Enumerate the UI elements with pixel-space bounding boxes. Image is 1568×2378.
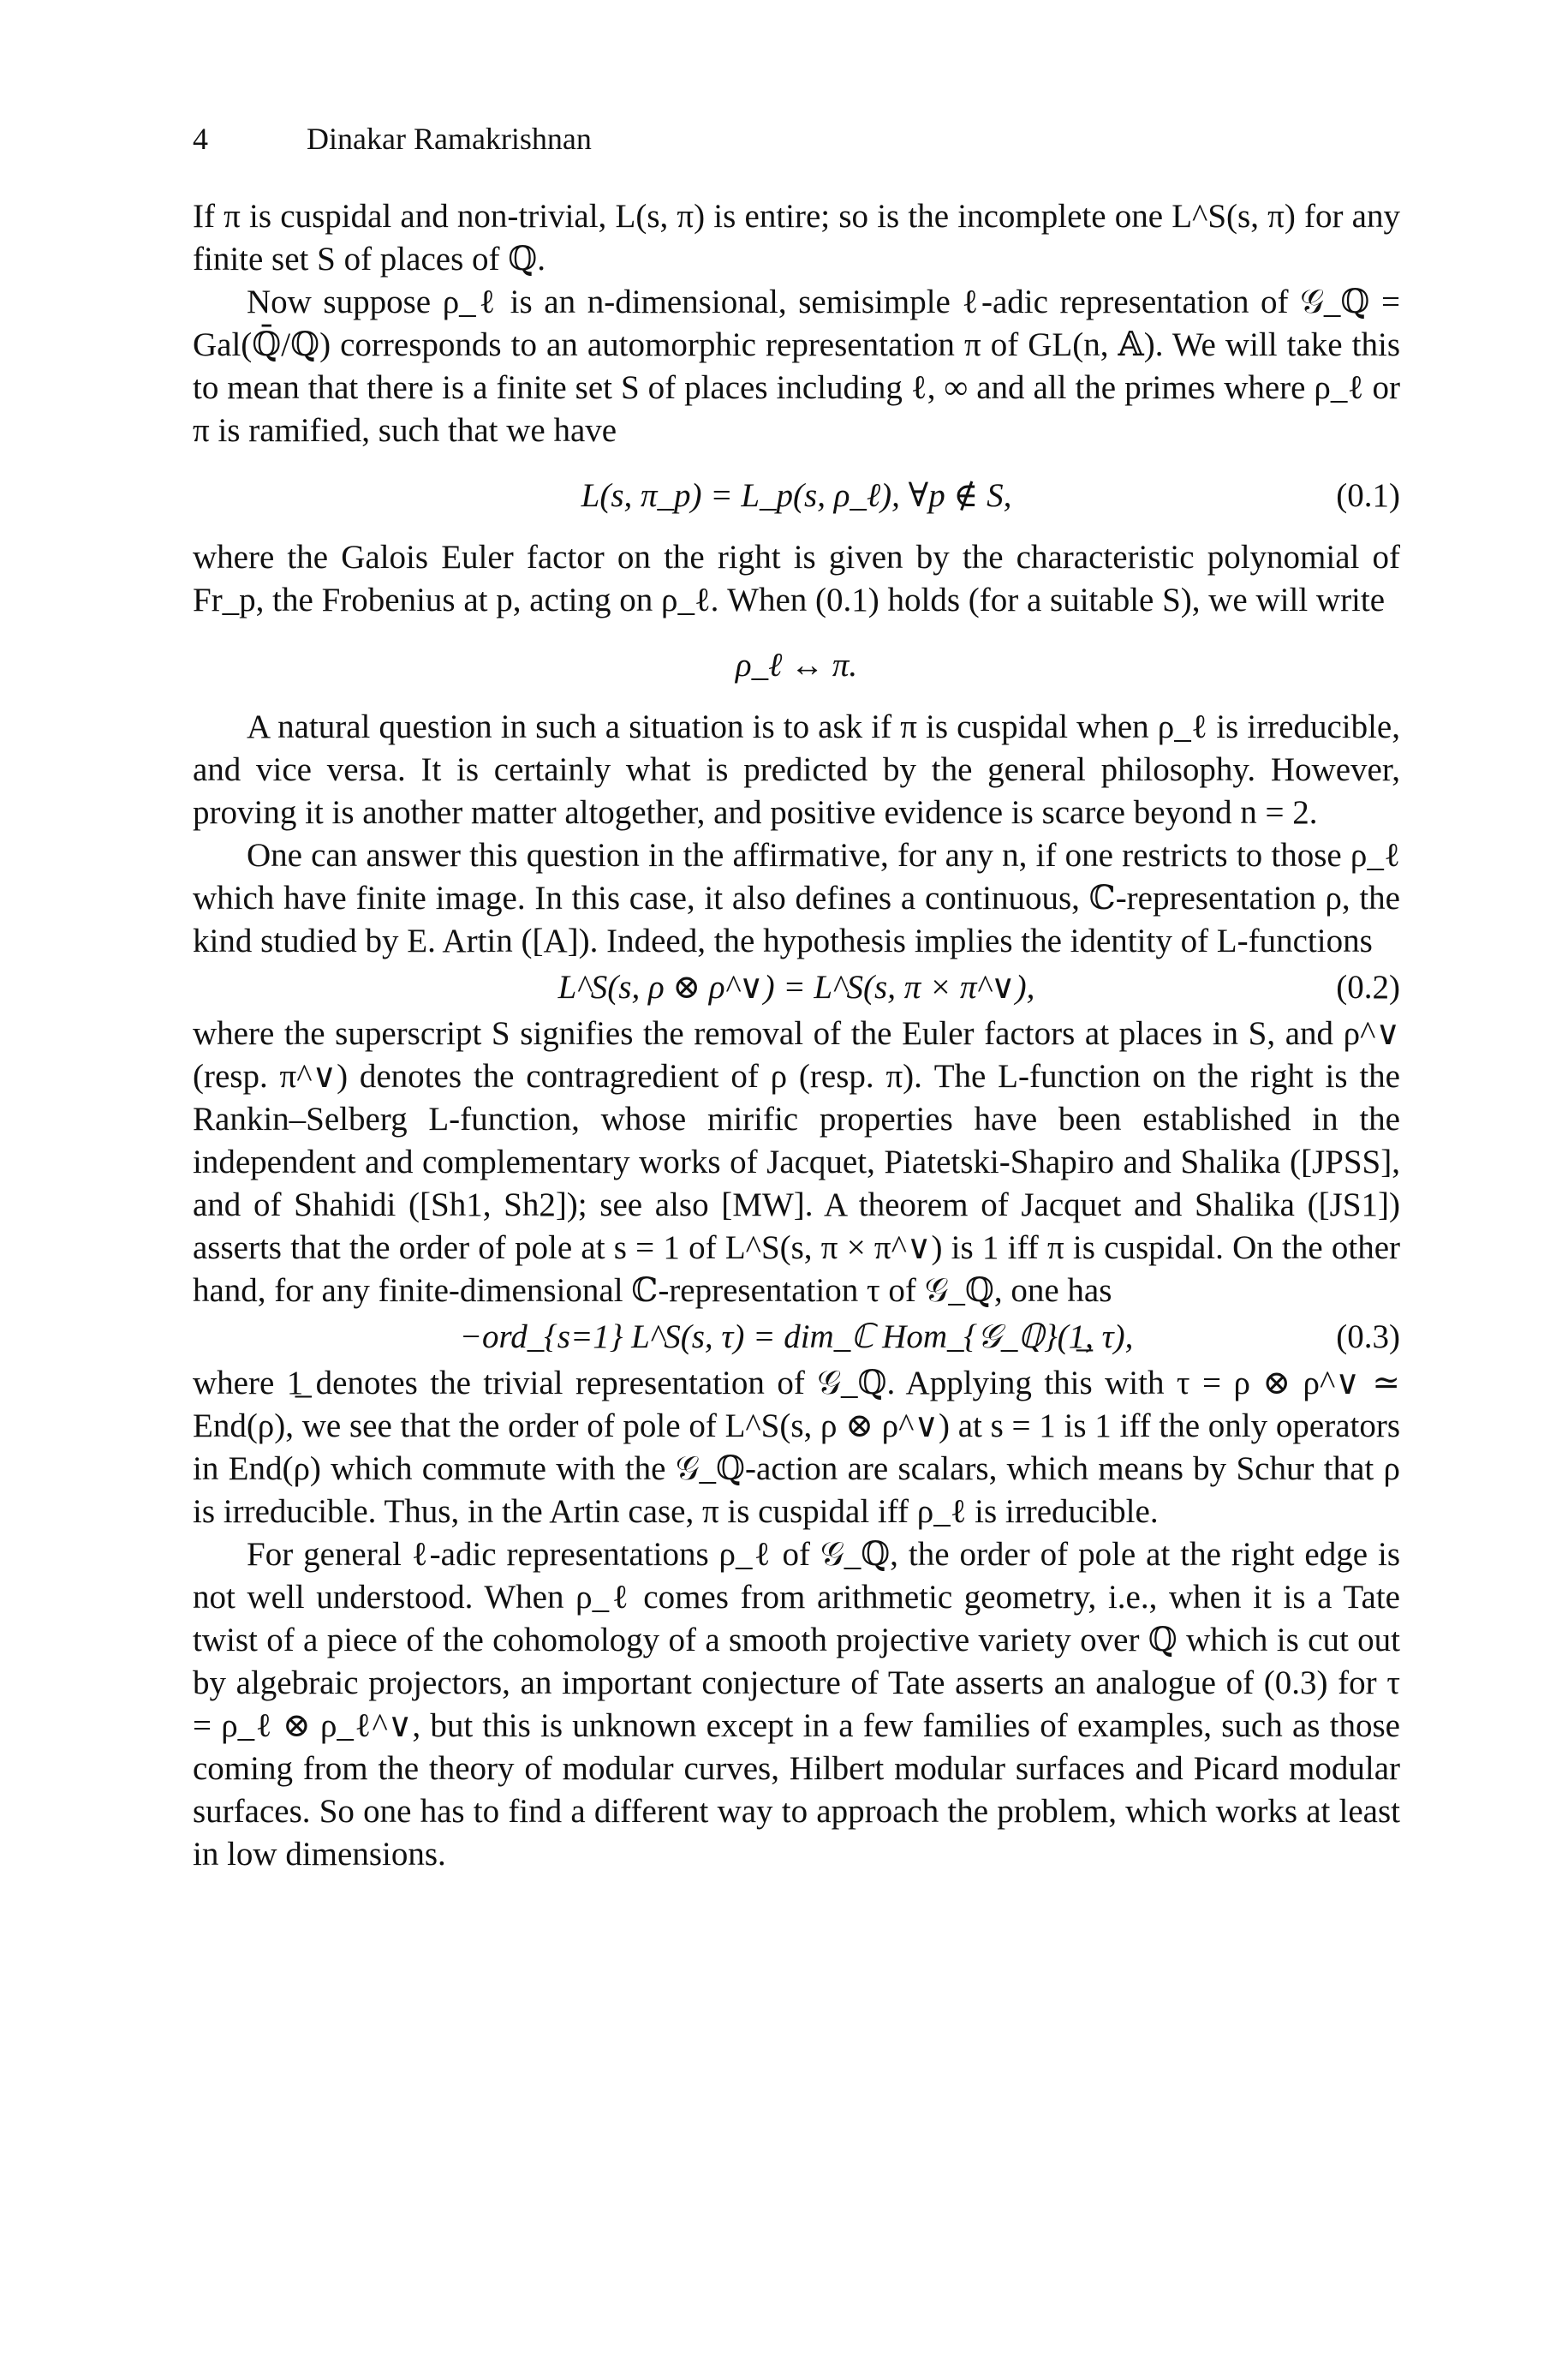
paragraph-1: If π is cuspidal and non-trivial, L(s, π) is entire; so is the incomplete one L^S(s, π) for any finite set S of places of ℚ. [193,198,1400,278]
paragraph-3: where the Galois Euler factor on the right is given by the characteristic polynomial of Fr_p, the Frobenius at p, acting on ρ_ℓ. When (0.1) holds (for a suitable S), we will write [193,539,1400,618]
equation-number: (0.2) [1336,969,1400,1006]
paragraph-5: One can answer this question in the affirmative, for any n, if one restricts to those ρ_ℓ which have finite image. In this case, it also defines a continuous, ℂ-representation ρ, the kind studied by E. Artin ([A]). Indeed, the hypothesis implies the identity of L-functions [193,837,1400,959]
equation-formula: ρ_ℓ ↔ π. [735,647,858,684]
equation-correspondence [193,644,1400,687]
running-head [193,120,592,158]
equation-0-1 [193,475,1400,517]
paragraph-2: Now suppose ρ_ℓ is an n-dimensional, semisimple ℓ-adic representation of 𝒢_ℚ = Gal(ℚ̄/ℚ) corresponds to an automorphic representation π of GL(n, 𝔸). We will take this to mean that there is a finite set S of places including ℓ, ∞ and all the primes where ρ_ℓ or π is ramified, such that we have [193,284,1400,449]
paragraph-8: For general ℓ-adic representations ρ_ℓ of 𝒢_ℚ, the order of pole at the right edge is not well understood. When ρ_ℓ comes from arithmetic geometry, i.e., when it is a Tate twist of a piece of the cohomology of a smooth projective variety over ℚ which is cut out by algebraic projectors, an important conjecture of Tate asserts an analogue of (0.3) for τ = ρ_ℓ ⊗ ρ_ℓ^∨, but this is unknown except in a few families of examples, such as those coming from the theory of modular curves, Hilbert modular surfaces and Picard modular surfaces. So one has to find a different way to approach the problem, which works at least in low dimensions. [193,1536,1400,1873]
equation-formula: −ord_{s=1} L^S(s, τ) = dim_ℂ Hom_{𝒢_ℚ}(1̲, τ), [459,1318,1134,1355]
paragraph-4: A natural question in such a situation is to ask if π is cuspidal when ρ_ℓ is irreducible, and vice versa. It is certainly what is predicted by the general philosophy. However, proving it is another matter altogether, and positive evidence is scarce beyond n = 2. [193,708,1400,831]
paragraph-7: where 1̲ denotes the trivial representation of 𝒢_ℚ. Applying this with τ = ρ ⊗ ρ^∨ ≃ End(ρ), we see that the order of pole of L^S(s, ρ ⊗ ρ^∨) at s = 1 is 1 iff the only operators in End(ρ) which commute with the 𝒢_ℚ-action are scalars, which means by Schur that ρ is irreducible. Thus, in the Artin case, π is cuspidal iff ρ_ℓ is irreducible. [193,1365,1400,1530]
equation-0-3 [193,1316,1400,1359]
author-name: Dinakar Ramakrishnan [307,122,592,156]
equation-0-2 [193,966,1400,1009]
equation-number: (0.1) [1336,477,1400,514]
equation-formula: L^S(s, ρ ⊗ ρ^∨) = L^S(s, π × π^∨), [557,969,1035,1006]
equation-formula: L(s, π_p) = L_p(s, ρ_ℓ), ∀p ∉ S, [581,477,1012,514]
equation-number: (0.3) [1336,1318,1400,1355]
paragraph-6: where the superscript S signifies the removal of the Euler factors at places in S, and ρ^∨ (resp. π^∨) denotes the contragredient of ρ (resp. π). The L-function on the right is the Rankin–Selberg L-function, whose mirific properties have been established in the independent and complementary works of Jacquet, Piatetski-Shapiro and Shalika ([JPSS], and of Shahidi ([Sh1, Sh2]); see also [MW]. A theorem of Jacquet and Shalika ([JS1]) asserts that the order of pole at s = 1 of L^S(s, π × π^∨) is 1 iff π is cuspidal. On the other hand, for any finite-dimensional ℂ-representation τ of 𝒢_ℚ, one has [193,1015,1400,1309]
page-number: 4 [193,122,208,156]
page-body [193,195,1400,1876]
